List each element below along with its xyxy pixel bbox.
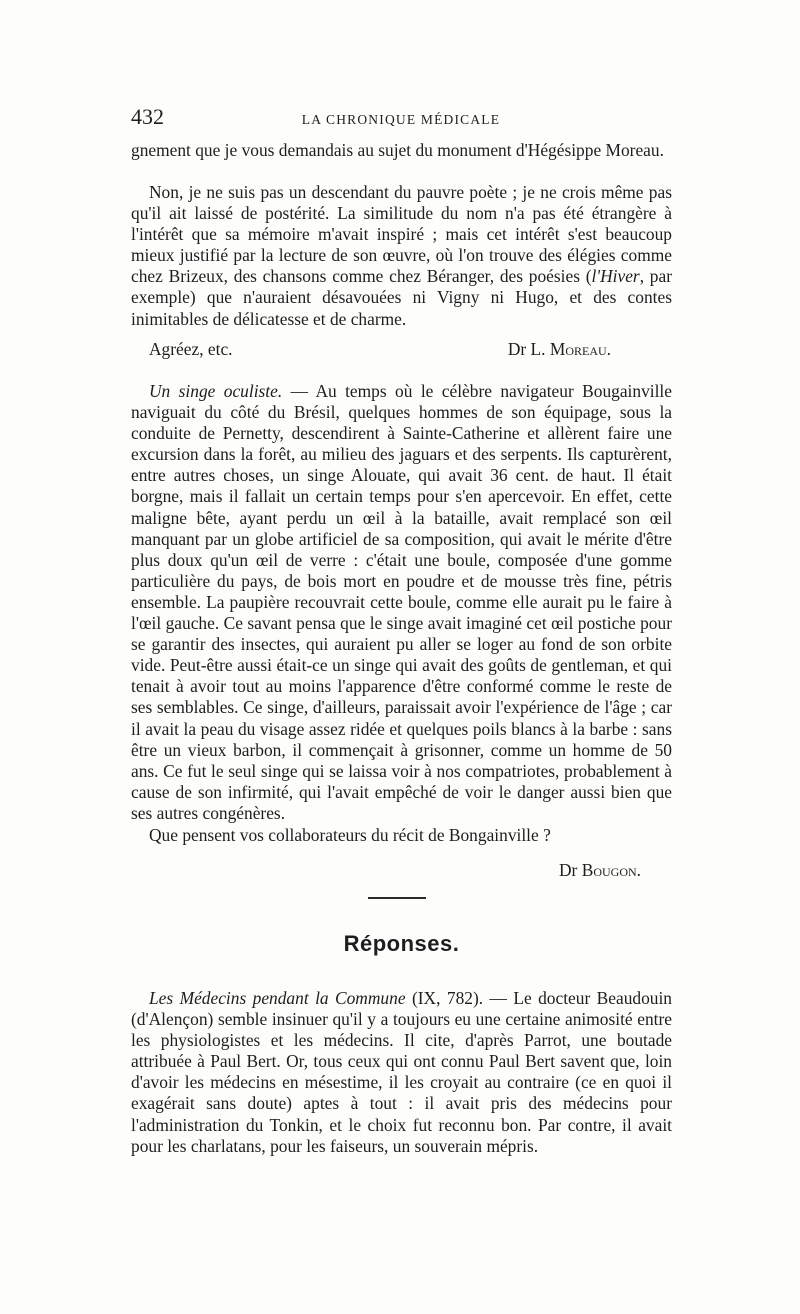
page-header (131, 104, 671, 130)
letter-paragraph-2-text: Non, je ne suis pas un descendant du pauvre poète ; je ne crois même pas qu'il ait laissé de postérité. La similitude du nom n'a pas été étrangère à l'intérêt que sa mémoire m'avait inspiré ; mais cet intérêt s'est beaucoup mieux justifié par la lecture de son œuvre, où l'on trouve des élégies comme chez Brizeux, des chansons comme chez Béranger, des poésies ( (131, 182, 672, 287)
monkey-question: Que pensent vos collaborateurs du récit de Bongainville ? (149, 825, 551, 845)
responses-heading: Réponses. (343, 931, 460, 956)
letter-signature-name: L. Moreau. (530, 339, 611, 359)
monkey-article-title: Un singe oculiste. (149, 381, 283, 401)
monkey-article-body: Au temps où le célèbre navigateur Bougainville naviguait du côté du Brésil, quelques hommes de son équipage, sous la conduite de Pernetty, descendirent à Sainte-Catherine et allèrent faire une excursion dans la forêt, au milieu des jaguars et des serpents. Ils capturèrent, entre autres choses, un singe Alouate, qui avait 36 cent. de haut. Il était borgne, mais il fallait un certain temps pour s'en apercevoir. En effet, cette maligne bête, ayant perdu un œil à la bataille, avait remplacé son œil manquant par un globe artificiel de sa composition, qui avait le mérite d'être plus doux qu'un œil de verre : c'était une boule, composée d'une gomme particulière du pays, de bois mort en poudre et de mousse très fine, pétris ensemble. La paupière recouvrait cette boule, comme elle aurait pu le faire à l'œil gauche. Ce savant pensa que le singe avait imaginé cet œil postiche pour se garantir des insectes, qui auraient pu aller se loger au fond de son orbite vide. Peut-être aussi était-ce un singe qui avait des goûts de gentleman, et qui tenait à avoir tout au moins l'apparence d'être conformé comme le reste de ses semblables. Ce singe, d'ailleurs, paraissait avoir l'expérience de l'âge ; car il avait la peau du visage assez ridée et quelques poils blancs à la barbe : sans être un vieux barbon, il commençait à grisonner, comme un homme de 50 ans. Ce fut le seul singe qui se laissa voir à nos compatriotes, probablement à cause de son infirmité, qui l'avait empêché de voir le danger aussi bien que ses autres congénères. (131, 381, 672, 823)
responses-article (131, 988, 672, 1157)
running-head: LA CHRONIQUE MÉDICALE (301, 112, 501, 127)
page-number: 432 (131, 104, 164, 129)
responses-article-ref: (IX, 782). — (405, 988, 514, 1008)
letter-signature (508, 339, 611, 360)
monkey-signature-title: Dr (559, 860, 578, 880)
letter-closing: Agréez, etc. (149, 339, 233, 359)
letter-italic-title: l'Hiver (591, 266, 640, 287)
monkey-signature-name: Bougon. (581, 860, 641, 880)
letter-paragraph-2 (131, 182, 672, 330)
letter-paragraph-1: gnement que je vous demandais au sujet du monument d'Hégésippe Moreau. (131, 140, 664, 160)
letter-signature-title: Dr (507, 339, 527, 359)
monkey-signature (131, 860, 641, 881)
responses-article-body: Le docteur Beaudouin (d'Alençon) semble insinuer qu'il y a toujours eu une certaine animosité entre les physiologistes et les médecins. Il cite, d'après Parrot, une boutade attribuée à Paul Bert. Or, tous ceux qui ont connu Paul Bert savent que, loin d'avoir les médecins en mésestime, il les croyait au contraire (ce en quoi il exagérait sans doute) aptes à tout : il avait pris des médecins pour l'administration du Tonkin, et le choix fut reconnu bon. Par contre, il avait pour les charlatans, pour les faiseurs, un souverain mépris. (131, 988, 672, 1156)
monkey-article (131, 381, 672, 824)
monkey-article-dash: — (282, 381, 316, 401)
letter-paragraph-2-end: , par exemple) que n'auraient désavouées ni Vigny ni Hugo, et des contes inimitables de délicatesse et de charme. (131, 266, 672, 329)
responses-article-title: Les Médecins pendant la Commune (149, 988, 406, 1008)
section-divider (368, 897, 426, 899)
